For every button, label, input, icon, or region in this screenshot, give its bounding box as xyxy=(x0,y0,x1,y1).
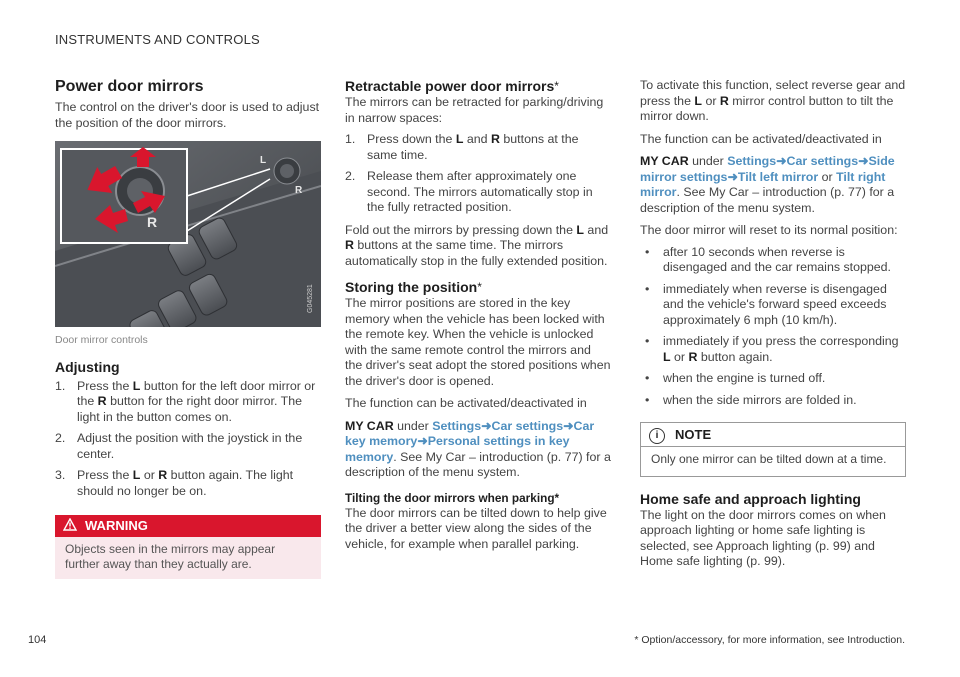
arrow-right-icon: ➜ xyxy=(417,434,428,448)
list-item: 1. Press the L button for the left door mirror or the R button for the right door mirror. The light in the button comes on. xyxy=(55,378,316,424)
bullet-icon: • xyxy=(645,281,650,296)
list-item: 3. Press the L or R button again. The light should no longer be on. xyxy=(55,468,294,498)
mirror-controls-illustration xyxy=(55,141,321,327)
list-item: 2. Adjust the position with the joystick in the center. xyxy=(55,431,303,461)
svg-text:R: R xyxy=(295,185,303,196)
note-box xyxy=(640,422,906,477)
bullet-icon: • xyxy=(645,334,650,348)
list-item: • when the side mirrors are folded in. xyxy=(645,392,857,407)
home-safe-text: The light on the door mirrors comes on when approach lighting or home safe lighting is selected, see Approach lighting (p. 99) and Home safe lighting (p. 99). xyxy=(640,507,886,568)
svg-text:R: R xyxy=(147,214,158,230)
note-text: Only one mirror can be tilted down at a time. xyxy=(651,452,887,466)
retract-heading: Retractable power door mirrors* xyxy=(345,78,559,94)
function-text: The function can be activated/deactivated in xyxy=(345,396,587,410)
info-icon: i xyxy=(649,428,665,444)
warning-label: WARNING xyxy=(85,518,148,533)
retract-steps xyxy=(345,132,611,216)
list-item: 1. Press down the L and R buttons at the same time. xyxy=(345,132,579,162)
page-number: 104 xyxy=(28,634,47,646)
adjusting-steps xyxy=(55,379,321,500)
adjusting-heading: Adjusting xyxy=(55,358,120,375)
reset-bullets xyxy=(640,245,906,409)
door-mirror-controls-image xyxy=(55,141,321,327)
list-item: 2. Release them after approximately one second. The mirrors automatically stop in the fully retracted position. xyxy=(345,169,593,214)
arrow-right-icon: ➜ xyxy=(481,418,492,433)
list-item: • immediately if you press the corresponding L or R button again. xyxy=(645,334,899,364)
svg-text:L: L xyxy=(260,155,267,166)
bullet-icon: • xyxy=(645,392,650,407)
intro-text: The control on the driver's door is used to adjust the position of the door mirrors. xyxy=(55,100,320,130)
image-code: G045281 xyxy=(307,284,314,313)
section-header: INSTRUMENTS AND CONTROLS xyxy=(55,32,260,47)
bullet-icon: • xyxy=(645,244,650,259)
reset-intro: The door mirror will reset to its normal position: xyxy=(640,223,898,237)
storing-heading: Storing the position* xyxy=(345,279,482,295)
arrow-right-icon: ➜ xyxy=(727,169,738,184)
warning-triangle-icon xyxy=(63,516,77,538)
home-safe-heading: Home safe and approach lighting xyxy=(640,490,861,507)
column-3 xyxy=(640,78,906,570)
column-2 xyxy=(345,78,611,552)
activate-text: To activate this function, select reverse gear and press the L or R mirror control button to tilt the mirror down. xyxy=(640,78,906,123)
menu-path: MY CAR under Settings➜Car settings➜Side mirror settings➜Tilt left mirror or Tilt right mirror. See My Car – introduction (p. 77) for a description of the menu system. xyxy=(640,154,895,215)
arrow-right-icon: ➜ xyxy=(563,418,574,433)
image-caption: Door mirror controls xyxy=(55,334,148,346)
list-item: • when the engine is turned off. xyxy=(645,371,826,385)
tilt-heading: Tilting the door mirrors when parking* xyxy=(345,490,560,505)
tilt-text: The door mirrors can be tilted down to help give the driver a better view along the sides of the vehicle, for example when parallel parking. xyxy=(345,505,607,551)
column-1 xyxy=(55,78,321,579)
function-text: The function can be activated/deactivated in xyxy=(640,131,882,146)
note-label: NOTE xyxy=(675,427,712,442)
warning-box xyxy=(55,515,321,579)
footer-note: * Option/accessory, for more information, see Introduction. xyxy=(634,634,905,646)
warning-text: Objects seen in the mirrors may appear further away than they actually are. xyxy=(65,542,276,571)
menu-path: MY CAR under Settings➜Car settings➜Car key memory➜Personal settings in key memory. See My Car – introduction (p. 77) for a description of the menu system. xyxy=(345,418,611,479)
fold-out-text: Fold out the mirrors by pressing down the L and R buttons at the same time. The mirrors automatically stop in the fully extended position. xyxy=(345,222,609,268)
list-item: • immediately when reverse is disengaged and the vehicle's forward speed exceeds approximately 6 mph (10 km/h). xyxy=(645,281,887,327)
storing-text: The mirror positions are stored in the key memory when the vehicle has been locked with the remote key. When the vehicle is unlocked with the same remote control the mirrors and the driver's seat adopt the stored positions when the driver's door is opened. xyxy=(345,296,611,388)
arrow-right-icon: ➜ xyxy=(776,154,787,168)
arrow-right-icon: ➜ xyxy=(858,154,869,168)
retract-intro: The mirrors can be retracted for parking/driving in narrow spaces: xyxy=(345,95,604,125)
list-item: • after 10 seconds when reverse is disengaged and the car remains stopped. xyxy=(645,244,892,274)
bullet-icon: • xyxy=(645,371,650,385)
title-power-door-mirrors: Power door mirrors xyxy=(55,78,204,95)
